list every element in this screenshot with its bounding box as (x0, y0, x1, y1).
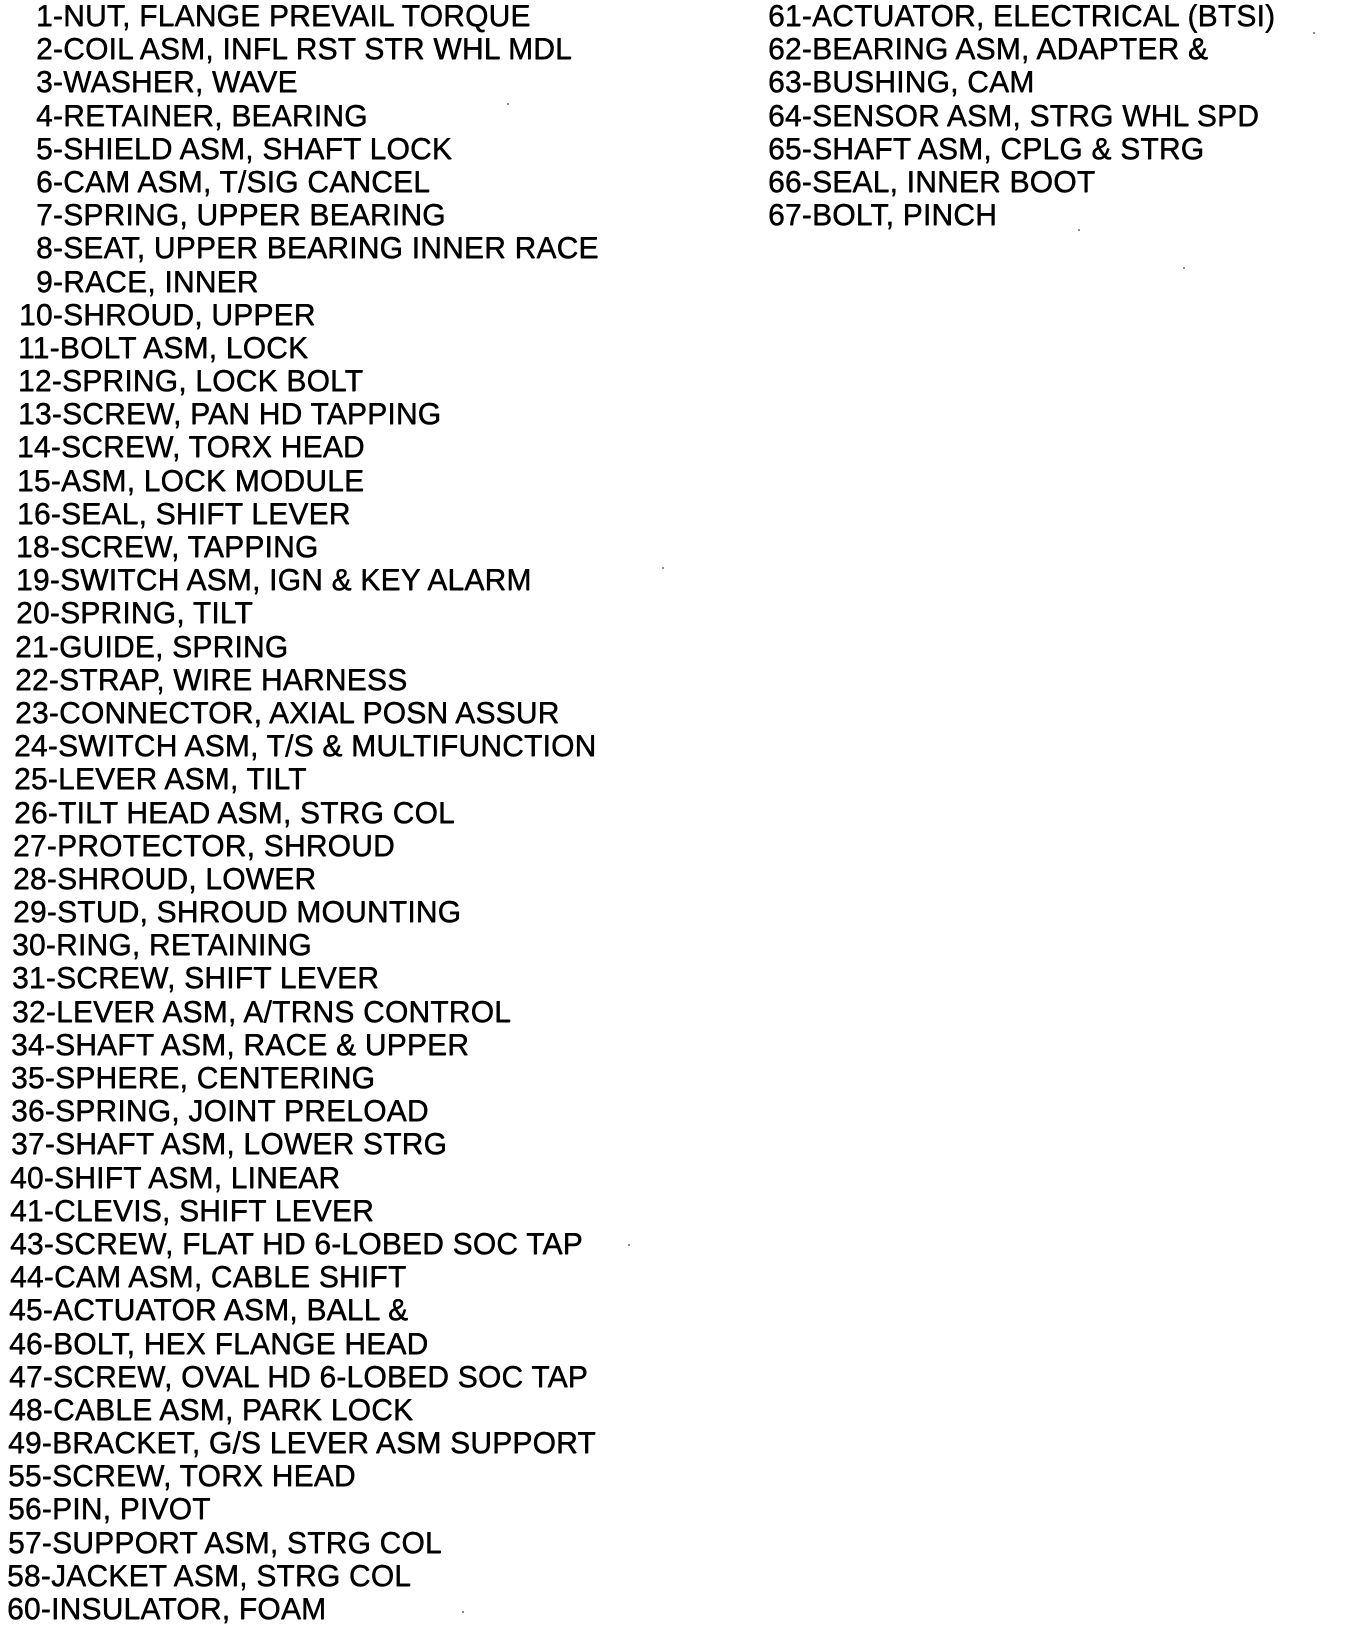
part-list-item: 32-LEVER ASM, A/TRNS CONTROL (12, 995, 512, 1029)
part-list-item: 60-INSULATOR, FOAM (7, 1592, 327, 1627)
part-list-item: 44-CAM ASM, CABLE SHIFT (10, 1260, 407, 1295)
part-list-item: 28-SHROUD, LOWER (13, 862, 317, 897)
part-list-item: 9-RACE, INNER (36, 265, 259, 299)
part-list-item: 41-CLEVIS, SHIFT LEVER (10, 1194, 374, 1229)
part-list-item: 30-RING, RETAINING (12, 928, 312, 963)
part-list-item: 23-CONNECTOR, AXIAL POSN ASSUR (15, 696, 560, 731)
part-list-item: 19-SWITCH ASM, IGN & KEY ALARM (16, 563, 532, 598)
part-list-item: 48-CABLE ASM, PARK LOCK (9, 1393, 414, 1428)
part-list-item: 26-TILT HEAD ASM, STRG COL (14, 796, 455, 830)
part-list-item: 56-PIN, PIVOT (8, 1493, 211, 1527)
part-list-item: 47-SCREW, OVAL HD 6-LOBED SOC TAP (9, 1360, 588, 1395)
part-list-item: 34-SHAFT ASM, RACE & UPPER (11, 1028, 470, 1063)
part-list-item: 3-WASHER, WAVE (36, 66, 298, 100)
part-list-item: 61-ACTUATOR, ELECTRICAL (BTSI) (768, 0, 1276, 34)
part-list-item: 63-BUSHING, CAM (768, 66, 1035, 100)
part-list-item: 46-BOLT, HEX FLANGE HEAD (9, 1327, 429, 1361)
part-list-item: 40-SHIFT ASM, LINEAR (10, 1161, 341, 1195)
part-list-item: 6-CAM ASM, T/SIG CANCEL (36, 165, 431, 200)
part-list-item: 21-GUIDE, SPRING (15, 630, 289, 664)
part-list-item: 18-SCREW, TAPPING (16, 530, 319, 565)
scan-speck (628, 1244, 630, 1246)
part-list-item: 65-SHAFT ASM, CPLG & STRG (768, 132, 1205, 167)
part-list-item: 7-SPRING, UPPER BEARING (36, 198, 446, 233)
part-list-item: 67-BOLT, PINCH (768, 198, 997, 233)
part-list-item: 24-SWITCH ASM, T/S & MULTIFUNCTION (14, 729, 597, 764)
part-list-item: 1-NUT, FLANGE PREVAIL TORQUE (36, 0, 531, 34)
scan-speck (1078, 229, 1080, 231)
part-list-item: 16-SEAL, SHIFT LEVER (17, 497, 351, 532)
part-list-item: 31-SCREW, SHIFT LEVER (12, 962, 380, 996)
part-list-item: 37-SHAFT ASM, LOWER STRG (11, 1128, 447, 1162)
part-list-item: 5-SHIELD ASM, SHAFT LOCK (36, 132, 453, 167)
part-list-item: 2-COIL ASM, INFL RST STR WHL MDL (36, 32, 572, 67)
part-list-item: 13-SCREW, PAN HD TAPPING (18, 397, 442, 432)
scan-speck (507, 103, 509, 105)
scan-speck (462, 1611, 464, 1613)
part-list-item: 22-STRAP, WIRE HARNESS (15, 663, 408, 698)
part-list-item: 12-SPRING, LOCK BOLT (18, 364, 364, 399)
part-list-item: 25-LEVER ASM, TILT (14, 762, 307, 797)
part-list-item: 27-PROTECTOR, SHROUD (13, 829, 395, 864)
part-list-item: 66-SEAL, INNER BOOT (768, 165, 1096, 200)
part-list-item: 49-BRACKET, G/S LEVER ASM SUPPORT (8, 1426, 596, 1461)
part-list-item: 15-ASM, LOCK MODULE (17, 464, 365, 498)
part-list-item: 58-JACKET ASM, STRG COL (7, 1559, 412, 1594)
scan-speck (1183, 267, 1185, 269)
part-list-item: 57-SUPPORT ASM, STRG COL (8, 1526, 442, 1560)
parts-list-right-column (768, 0, 1360, 232)
part-list-item: 10-SHROUD, UPPER (19, 298, 316, 333)
part-list-item: 55-SCREW, TORX HEAD (8, 1459, 356, 1494)
part-list-item: 45-ACTUATOR ASM, BALL & (9, 1293, 409, 1328)
part-list-item: 20-SPRING, TILT (16, 597, 253, 631)
part-list-item: 11-BOLT ASM, LOCK (18, 331, 309, 366)
part-list-item: 35-SPHERE, CENTERING (11, 1061, 376, 1096)
part-list-item: 62-BEARING ASM, ADAPTER & (768, 32, 1209, 67)
scan-speck (662, 567, 664, 569)
scan-speck (1313, 32, 1315, 34)
part-list-item: 36-SPRING, JOINT PRELOAD (11, 1094, 429, 1129)
part-list-item: 43-SCREW, FLAT HD 6-LOBED SOC TAP (10, 1227, 583, 1262)
part-list-item: 4-RETAINER, BEARING (36, 99, 368, 133)
part-list-item: 29-STUD, SHROUD MOUNTING (13, 895, 462, 930)
part-list-item: 8-SEAT, UPPER BEARING INNER RACE (36, 231, 599, 266)
part-list-item: 14-SCREW, TORX HEAD (17, 431, 365, 465)
part-list-item: 64-SENSOR ASM, STRG WHL SPD (768, 99, 1260, 133)
